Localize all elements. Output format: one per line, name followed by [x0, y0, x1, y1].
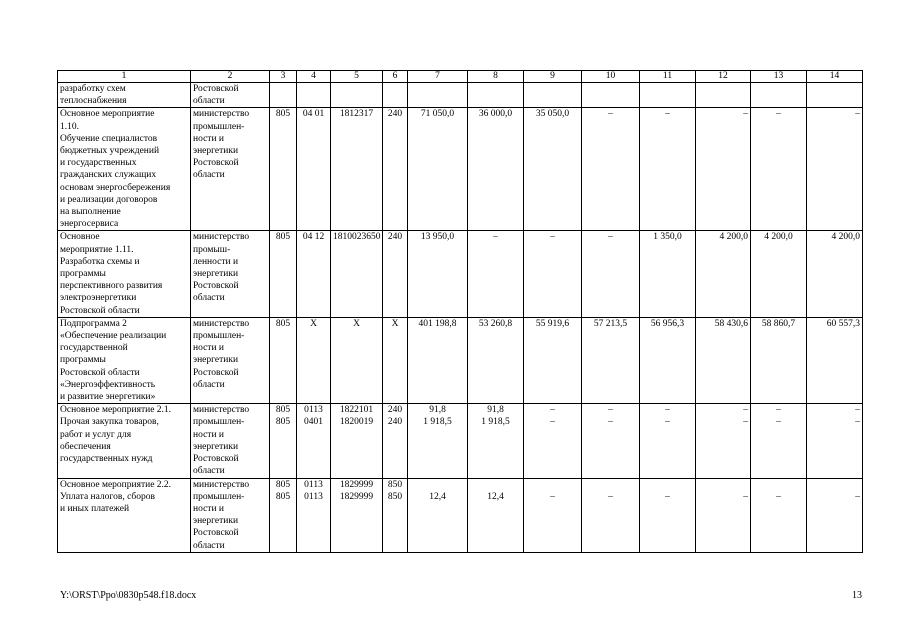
cell-col-1: [58, 83, 191, 108]
cell-line: 04 12: [302, 232, 325, 243]
cell-col-4: [297, 404, 331, 478]
cell-line: энергетики: [193, 355, 239, 366]
cell-col-3: [270, 108, 297, 231]
cell-line: 850: [387, 479, 403, 490]
cell-line: области: [193, 466, 225, 477]
cell-line: Ростовской: [193, 84, 239, 94]
table-row: [58, 83, 863, 108]
cell-line: [410, 479, 465, 491]
column-header-13: 13: [751, 71, 807, 83]
cell-col-9: [524, 317, 582, 403]
cell-line: энергетики: [193, 269, 239, 280]
cell-line: Основное мероприятие: [60, 109, 155, 120]
cell-col-5: [331, 478, 383, 552]
cell-line: министерство: [193, 479, 250, 490]
cell-col-12: [696, 317, 751, 403]
cell-line: –: [855, 109, 860, 120]
cell-line: ленности и: [193, 256, 239, 267]
cell-col-8: [468, 404, 524, 478]
cell-col-2: [191, 404, 270, 478]
cell-col-11: [640, 404, 696, 478]
cell-line: 91,8: [429, 405, 446, 416]
cell-line: 71 050,0: [420, 109, 455, 120]
cell-line: промышлен-: [193, 121, 245, 132]
cell-col-12: [696, 108, 751, 231]
cell-line: Подпрограмма 2: [60, 318, 127, 329]
cell-col-9: [524, 478, 582, 552]
cell-line: Уплата налогов, сборов: [60, 491, 155, 502]
cell-col-3: [270, 83, 297, 108]
column-header-7: 7: [408, 71, 468, 83]
cell-line: 55 919,6: [535, 318, 570, 329]
cell-line: промышлен-: [193, 491, 245, 502]
cell-line: мероприятие 1.11.: [60, 244, 134, 255]
cell-line: 4 200,0: [719, 232, 748, 243]
cell-col-14: [807, 404, 863, 478]
cell-line: 805: [275, 232, 291, 243]
cell-line: 1 350,0: [653, 232, 682, 243]
cell-line: [526, 83, 579, 95]
cell-col-5: [331, 231, 383, 317]
cell-col-10: [582, 404, 640, 478]
cell-line: 805: [275, 109, 291, 120]
cell-col-14: [807, 108, 863, 231]
cell-line: 1 918,5: [481, 417, 510, 428]
cell-col-3: [270, 231, 297, 317]
cell-col-14: [807, 317, 863, 403]
column-header-12: 12: [696, 71, 751, 83]
cell-line: –: [493, 232, 498, 243]
cell-line: [526, 479, 579, 491]
cell-col-8: [468, 231, 524, 317]
cell-col-11: [640, 108, 696, 231]
cell-line: Разработка схемы и: [60, 256, 140, 267]
cell-col-6: [383, 317, 408, 403]
column-header-11: 11: [640, 71, 696, 83]
cell-line: 1829999: [339, 491, 374, 502]
cell-col-6: [383, 83, 408, 108]
table-row: [58, 404, 863, 478]
cell-line: области: [193, 379, 225, 390]
cell-line: [698, 479, 748, 491]
cell-col-13: [751, 317, 807, 403]
cell-line: 13 950,0: [420, 232, 455, 243]
column-header-2: 2: [191, 71, 270, 83]
cell-line: и иных платежей: [60, 503, 130, 514]
cell-line: [272, 83, 294, 95]
cell-line: –: [608, 405, 613, 416]
page-number: 13: [852, 590, 862, 601]
cell-col-1: [58, 317, 191, 403]
cell-line: 1829999: [339, 479, 374, 490]
cell-line: министерство: [193, 318, 250, 329]
cell-line: работ и услуг для: [60, 429, 132, 440]
cell-col-5: [331, 108, 383, 231]
cell-line: [753, 83, 804, 95]
cell-line: [470, 83, 521, 95]
cell-col-12: [696, 83, 751, 108]
cell-col-13: [751, 404, 807, 478]
cell-line: 12,4: [487, 491, 504, 502]
table-row: [58, 317, 863, 403]
cell-line: программы: [60, 355, 106, 366]
table-row: [58, 108, 863, 231]
cell-col-11: [640, 231, 696, 317]
cell-col-10: [582, 478, 640, 552]
cell-line: министерство: [193, 405, 250, 416]
cell-line: основам энергосбережения: [60, 182, 171, 193]
cell-line: 805: [275, 491, 291, 502]
cell-col-7: [408, 478, 468, 552]
cell-col-12: [696, 231, 751, 317]
cell-line: Ростовской: [193, 454, 239, 465]
cell-line: 401 198,8: [418, 318, 457, 329]
cell-line: энергетики: [193, 516, 239, 527]
cell-col-9: [524, 83, 582, 108]
cell-line: [809, 83, 860, 95]
cell-col-13: [751, 83, 807, 108]
cell-col-7: [408, 404, 468, 478]
cell-line: Ростовской области: [60, 305, 140, 316]
cell-col-1: [58, 404, 191, 478]
cell-line: –: [743, 491, 748, 502]
column-header-4: 4: [297, 71, 331, 83]
cell-line: –: [855, 491, 860, 502]
cell-line: 240: [387, 417, 403, 428]
cell-line: 04 01: [302, 109, 325, 120]
cell-line: «Энергоэффективность: [60, 379, 156, 390]
cell-col-10: [582, 231, 640, 317]
cell-line: электроэнергетики: [60, 293, 137, 304]
cell-col-2: [191, 231, 270, 317]
cell-col-5: [331, 83, 383, 108]
cell-line: –: [776, 109, 781, 120]
cell-col-10: [582, 83, 640, 108]
cell-line: ности и: [193, 503, 224, 514]
cell-line: 35 050,0: [535, 109, 570, 120]
cell-line: [385, 83, 405, 95]
cell-line: Х: [353, 318, 360, 329]
cell-line: Основное мероприятие 2.1.: [60, 405, 172, 416]
cell-line: [584, 479, 637, 491]
cell-line: Прочая закупка товаров,: [60, 417, 159, 428]
cell-line: Х: [391, 318, 399, 329]
cell-col-8: [468, 83, 524, 108]
cell-col-11: [640, 83, 696, 108]
cell-col-9: [524, 404, 582, 478]
cell-line: промышлен-: [193, 417, 245, 428]
cell-col-11: [640, 317, 696, 403]
cell-line: «Обеспечение реализации: [60, 331, 167, 342]
table-row: [58, 478, 863, 552]
cell-line: 240: [387, 109, 403, 120]
cell-col-14: [807, 478, 863, 552]
cell-line: –: [776, 417, 781, 428]
cell-line: 53 260,8: [478, 318, 513, 329]
cell-line: –: [665, 405, 670, 416]
cell-line: и развитие энергетики»: [60, 392, 156, 403]
cell-line: ности и: [193, 429, 224, 440]
cell-line: области: [193, 540, 225, 551]
cell-line: обеспечения: [60, 441, 111, 452]
cell-line: –: [608, 417, 613, 428]
cell-line: –: [776, 491, 781, 502]
cell-col-4: [297, 108, 331, 231]
cell-col-6: [383, 231, 408, 317]
cell-col-7: [408, 108, 468, 231]
cell-line: Ростовской: [193, 528, 239, 539]
cell-line: Ростовской: [193, 367, 239, 378]
column-header-10: 10: [582, 71, 640, 83]
cell-line: [642, 479, 693, 491]
cell-line: 0113: [304, 491, 323, 502]
cell-line: –: [855, 405, 860, 416]
cell-line: 58 430,6: [714, 318, 748, 329]
table-row: [58, 231, 863, 317]
cell-col-6: [383, 478, 408, 552]
cell-line: [753, 479, 804, 491]
cell-line: государственной: [60, 343, 128, 354]
cell-line: промышлен-: [193, 331, 245, 342]
cell-col-4: [297, 231, 331, 317]
cell-col-7: [408, 231, 468, 317]
cell-line: [333, 83, 380, 95]
cell-line: промыш-: [193, 244, 231, 255]
cell-line: гражданских служащих: [60, 170, 157, 181]
cell-col-6: [383, 404, 408, 478]
cell-col-8: [468, 478, 524, 552]
cell-col-13: [751, 478, 807, 552]
cell-line: 240: [387, 405, 403, 416]
cell-line: 91,8: [487, 405, 504, 416]
cell-line: на выполнение: [60, 207, 121, 218]
table-header-row: [58, 71, 863, 83]
cell-line: –: [665, 109, 670, 120]
cell-line: министерство: [193, 109, 250, 120]
cell-line: области: [193, 170, 225, 181]
cell-line: –: [743, 109, 748, 120]
cell-line: –: [550, 405, 555, 416]
cell-line: 0113: [304, 405, 323, 416]
cell-col-11: [640, 478, 696, 552]
cell-line: 805: [275, 318, 291, 329]
cell-col-7: [408, 83, 468, 108]
cell-col-3: [270, 317, 297, 403]
cell-col-8: [468, 317, 524, 403]
cell-col-5: [331, 317, 383, 403]
cell-line: 850: [387, 491, 403, 502]
cell-line: –: [855, 417, 860, 428]
cell-line: Ростовской: [193, 158, 239, 169]
cell-line: [470, 479, 521, 491]
cell-line: –: [550, 417, 555, 428]
cell-line: ности и: [193, 133, 224, 144]
cell-line: 1810023650: [333, 232, 381, 243]
cell-col-3: [270, 478, 297, 552]
cell-col-3: [270, 404, 297, 478]
cell-line: [809, 479, 860, 491]
cell-line: –: [743, 417, 748, 428]
cell-line: 58 860,7: [761, 318, 796, 329]
column-header-1: 1: [58, 71, 191, 83]
cell-line: теплоснабжения: [60, 96, 127, 107]
column-header-5: 5: [331, 71, 383, 83]
cell-line: –: [776, 405, 781, 416]
cell-line: Основное мероприятие 2.2.: [60, 479, 172, 490]
cell-line: Основное: [60, 232, 100, 243]
cell-line: 57 213,5: [593, 318, 628, 329]
cell-line: бюджетных учреждений: [60, 146, 160, 157]
cell-line: –: [550, 491, 555, 502]
column-header-6: 6: [383, 71, 408, 83]
cell-line: –: [608, 491, 613, 502]
cell-line: области: [193, 293, 225, 304]
column-header-8: 8: [468, 71, 524, 83]
cell-line: 12,4: [429, 491, 446, 502]
cell-col-6: [383, 108, 408, 231]
cell-col-14: [807, 83, 863, 108]
cell-line: и государственных: [60, 158, 137, 169]
cell-line: и реализации договоров: [60, 194, 158, 205]
cell-line: [698, 83, 748, 95]
cell-line: Х: [310, 318, 317, 329]
cell-line: 1812317: [339, 109, 374, 120]
cell-col-13: [751, 108, 807, 231]
cell-line: Ростовской: [193, 281, 239, 292]
cell-line: программы: [60, 269, 106, 280]
cell-col-1: [58, 478, 191, 552]
cell-col-12: [696, 478, 751, 552]
column-header-14: 14: [807, 71, 863, 83]
cell-line: 0401: [304, 417, 323, 428]
cell-line: перспективного развития: [60, 281, 163, 292]
cell-line: 805: [275, 417, 291, 428]
cell-line: 56 956,3: [650, 318, 685, 329]
cell-line: государственных нужд: [60, 454, 153, 465]
cell-col-2: [191, 83, 270, 108]
cell-line: 805: [275, 479, 291, 490]
cell-line: 36 000,0: [478, 109, 513, 120]
cell-line: Ростовской области: [60, 367, 140, 378]
cell-col-7: [408, 317, 468, 403]
document-path: Y:\ORST\Ppo\0830p548.f18.docx: [60, 590, 197, 601]
cell-col-8: [468, 108, 524, 231]
cell-col-14: [807, 231, 863, 317]
cell-line: энергосервиса: [60, 219, 119, 230]
cell-line: ности и: [193, 343, 224, 354]
column-header-3: 3: [270, 71, 297, 83]
cell-line: 60 557,3: [826, 318, 860, 329]
cell-line: –: [665, 491, 670, 502]
cell-line: –: [608, 232, 613, 243]
cell-col-10: [582, 317, 640, 403]
cell-line: 4 200,0: [831, 232, 860, 243]
cell-col-1: [58, 231, 191, 317]
cell-line: 4 200,0: [764, 232, 793, 243]
cell-line: 1820019: [339, 417, 374, 428]
cell-col-4: [297, 317, 331, 403]
budget-table: [57, 70, 863, 553]
cell-line: 1822101: [339, 405, 374, 416]
cell-col-2: [191, 317, 270, 403]
cell-line: –: [743, 405, 748, 416]
cell-line: Обучение специалистов: [60, 133, 158, 144]
cell-line: 1.10.: [60, 121, 79, 132]
cell-col-2: [191, 478, 270, 552]
cell-col-1: [58, 108, 191, 231]
cell-col-4: [297, 478, 331, 552]
cell-line: энергетики: [193, 146, 239, 157]
cell-line: [410, 83, 465, 95]
cell-col-12: [696, 404, 751, 478]
cell-col-9: [524, 108, 582, 231]
cell-line: 1 918,5: [423, 417, 452, 428]
cell-line: 0113: [304, 479, 323, 490]
column-header-9: 9: [524, 71, 582, 83]
cell-col-2: [191, 108, 270, 231]
cell-line: [642, 83, 693, 95]
cell-col-5: [331, 404, 383, 478]
cell-line: 240: [387, 232, 403, 243]
cell-line: области: [193, 96, 225, 107]
cell-line: разработку схем: [60, 84, 126, 94]
cell-line: [299, 83, 328, 95]
cell-line: министерство: [193, 232, 250, 243]
cell-line: [584, 83, 637, 95]
cell-col-10: [582, 108, 640, 231]
cell-line: энергетики: [193, 441, 239, 452]
cell-line: –: [550, 232, 555, 243]
cell-line: –: [608, 109, 613, 120]
cell-line: 805: [275, 405, 291, 416]
cell-col-9: [524, 231, 582, 317]
cell-col-13: [751, 231, 807, 317]
cell-line: –: [665, 417, 670, 428]
cell-col-4: [297, 83, 331, 108]
